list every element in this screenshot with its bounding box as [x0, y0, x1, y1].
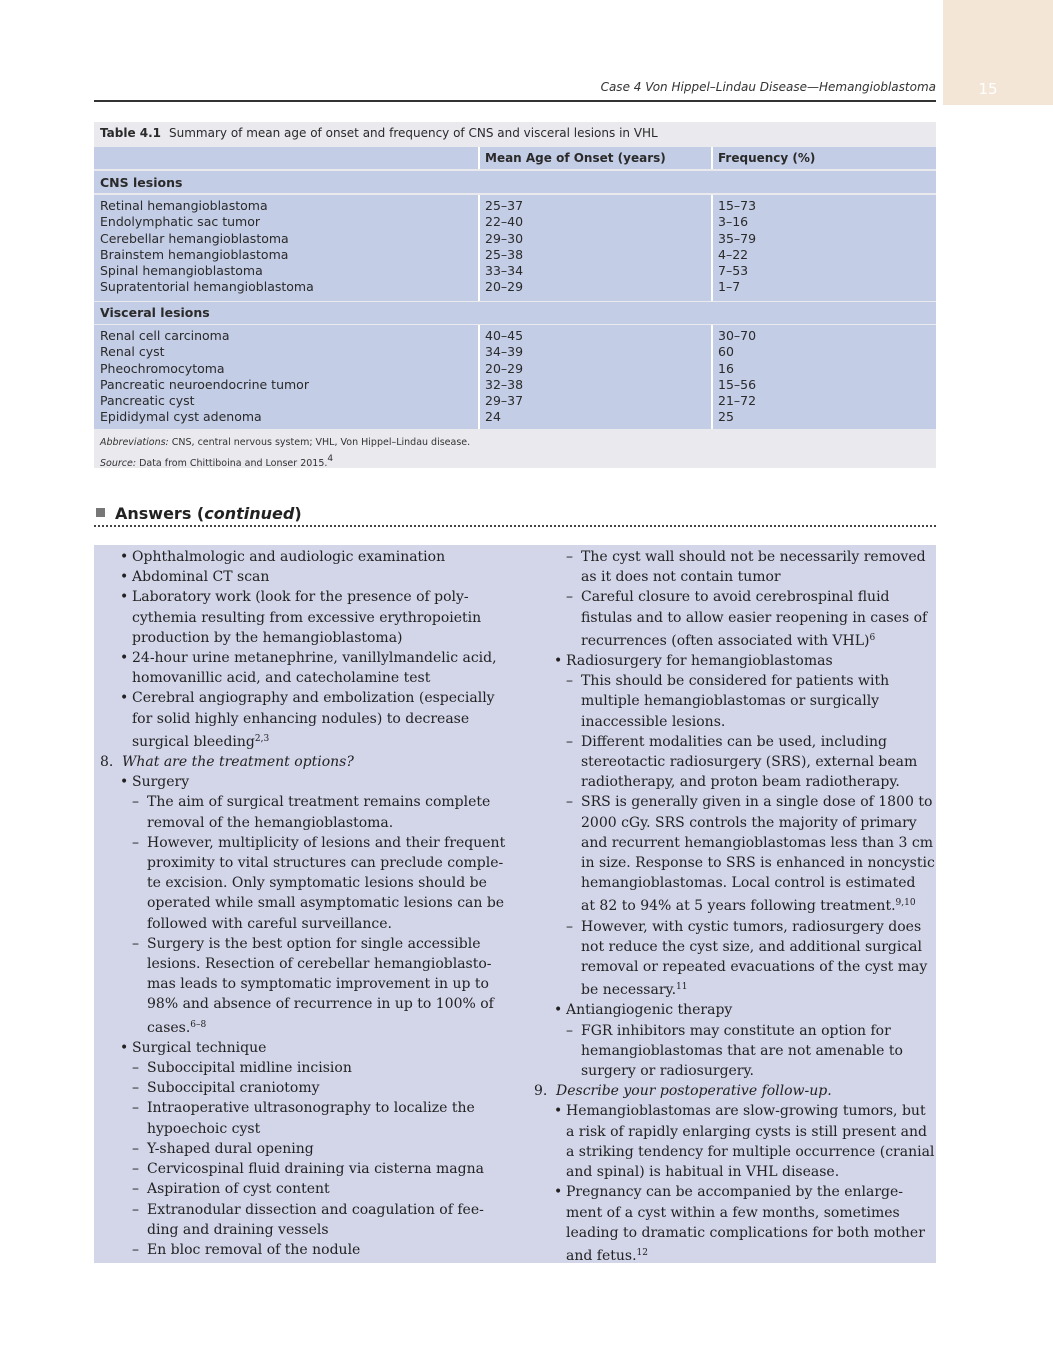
answer-line [100, 567, 500, 587]
section-label-visceral: Visceral lesions [100, 305, 210, 320]
table-cell-lesion: Epididymal cyst adenoma [100, 409, 262, 425]
line-text: homovanillic acid, and catecholamine test [132, 670, 431, 687]
answer-line [534, 567, 934, 587]
bullet-marker: • [554, 1103, 563, 1120]
dash-marker: – [132, 1181, 139, 1198]
answer-line [534, 1021, 934, 1041]
answer-line [534, 792, 934, 812]
answers-heading-text: Answers ( [115, 504, 205, 523]
line-text: 24-hour urine metanephrine, vanillylmandelic acid, [132, 650, 497, 667]
page-number: 15 [978, 80, 998, 98]
line-text: Aspiration of cyst content [147, 1181, 330, 1198]
visceral-age-column [485, 328, 523, 426]
answer-line [534, 1061, 934, 1081]
answers-box [94, 545, 936, 1263]
dash-marker: – [566, 1022, 573, 1039]
table-cell-frequency: 15–73 [718, 198, 757, 213]
visceral-lesion-column [100, 328, 309, 426]
col-divider [711, 325, 713, 429]
section-band-visceral [94, 302, 936, 324]
line-text: radiotherapy, and proton beam radiotherapy. [581, 774, 900, 791]
answer-line [534, 1041, 934, 1061]
answer-line [534, 977, 934, 1000]
table-cell-lesion: Pheochromocytoma [100, 360, 225, 376]
line-text: leading to dramatic complications for both mother [566, 1224, 925, 1241]
answer-line [534, 752, 934, 772]
line-text: Laboratory work (look for the presence of poly- [132, 589, 469, 606]
answer-line [100, 648, 500, 668]
answer-line [534, 608, 934, 628]
line-text: mas leads to symptomatic improvement in up to [147, 976, 489, 993]
line-text: a striking tendency for multiple occurrence (cranial [566, 1143, 935, 1160]
bullet-marker: • [120, 690, 129, 707]
source-reference: 4 [327, 454, 334, 464]
answers-right-column [534, 547, 934, 1266]
question-line [100, 752, 500, 772]
answer-line [100, 833, 506, 853]
cns-age-column [485, 198, 523, 296]
answer-line [534, 917, 934, 937]
table-cell-age: 22–40 [485, 214, 524, 230]
col-divider [478, 147, 480, 169]
line-text: Ophthalmologic and audiologic examination [132, 549, 446, 565]
table-cell-frequency: 60 [718, 344, 734, 360]
answer-line [100, 974, 500, 994]
line-text: be necessary. [581, 982, 677, 999]
line-text: proximity to vital structures can preclude comple- [147, 855, 504, 872]
answer-line [100, 934, 500, 954]
table-cell-lesion: Renal cyst [100, 344, 165, 360]
answer-line [534, 873, 934, 893]
answer-line [534, 1122, 934, 1142]
table-cell-age: 29–30 [485, 230, 524, 246]
answer-line [100, 954, 500, 974]
citation-superscript: 6 [869, 632, 876, 643]
answer-line [534, 893, 934, 916]
line-text: multiple hemangioblastomas or surgically [581, 693, 880, 710]
answer-line [534, 547, 934, 567]
line-text: in size. Response to SRS is enhanced in noncystic [581, 855, 935, 872]
line-text: Extranodular dissection and coagulation of fee- [147, 1201, 484, 1218]
line-text: En bloc removal of the nodule [147, 1241, 361, 1258]
answer-line [534, 712, 934, 732]
table-cell-frequency: 1–7 [718, 279, 741, 295]
dash-marker: – [132, 834, 139, 851]
line-text: and spinal) is habitual in VHL disease. [566, 1164, 840, 1181]
col-header-age: Mean Age of Onset (years) [485, 151, 666, 165]
line-text: 98% and absence of recurrence in up to 100% of [147, 996, 494, 1013]
line-text: for solid highly enhancing nodules) to decrease [132, 710, 470, 727]
line-text: not reduce the cyst size, and additional surgical [581, 938, 923, 955]
table-caption-text: Summary of mean age of onset and frequency of CNS and visceral lesions in VHL [169, 126, 658, 140]
table-cell-age: 32–38 [485, 376, 524, 392]
table-cell-lesion: Endolymphatic sac tumor [100, 214, 260, 230]
table-number: Table 4.1 [100, 126, 162, 140]
table-cell-frequency: 15–56 [718, 376, 757, 392]
answer-line [100, 1139, 500, 1159]
answer-line [100, 1159, 500, 1179]
table-notes [100, 435, 470, 472]
answer-line [100, 1119, 500, 1139]
dash-marker: – [566, 918, 573, 935]
line-text: Y-shaped dural opening [147, 1140, 314, 1157]
abbreviations-text: CNS, central nervous system; VHL, Von Hippel–Lindau disease. [168, 437, 471, 448]
section-band-cns [94, 171, 936, 193]
line-text: removal or repeated evacuations of the cyst may [581, 959, 928, 976]
cns-frequency-column [718, 198, 756, 296]
dash-marker: – [132, 1080, 139, 1097]
line-text: Describe your postoperative follow-up. [556, 1083, 832, 1100]
dotted-divider [94, 525, 936, 527]
line-text: surgical bleeding [132, 733, 255, 750]
citation-superscript: 6–8 [190, 1019, 207, 1030]
line-text: Radiosurgery for hemangioblastomas [566, 653, 833, 670]
answer-line [100, 1078, 500, 1098]
summary-table [94, 122, 936, 468]
dash-marker: – [132, 1140, 139, 1157]
col-header-frequency: Frequency (%) [718, 151, 816, 165]
answer-line [534, 1162, 934, 1182]
line-text: hemangioblastomas. Local control is estimated [581, 875, 916, 892]
line-text: FGR inhibitors may constitute an option for [581, 1022, 891, 1039]
dash-marker: – [132, 1241, 139, 1258]
line-text: and recurrent hemangioblastomas less than 3 cm [581, 834, 933, 851]
table-cell-age: 33–34 [485, 263, 524, 279]
line-text: However, with cystic tumors, radiosurgery does [581, 918, 922, 935]
dash-marker: – [132, 1201, 139, 1218]
dash-marker: – [566, 589, 573, 606]
line-text: What are the treatment options? [122, 754, 354, 771]
line-text: Surgical technique [132, 1039, 267, 1056]
line-text: Different modalities can be used, including [581, 733, 887, 750]
answer-line [534, 691, 934, 711]
line-text: as it does not contain tumor [581, 569, 781, 586]
line-text: surgery or radiosurgery. [581, 1063, 755, 1080]
answer-line [100, 853, 504, 873]
table-cell-age: 40–45 [485, 328, 524, 343]
line-text: at 82 to 94% at 5 years following treatment. [581, 898, 896, 915]
line-text: Cerebral angiography and embolization (especially [132, 690, 495, 707]
line-text: Pregnancy can be accompanied by the enlarge- [566, 1184, 904, 1201]
answer-line [100, 772, 500, 792]
answer-line [100, 1200, 500, 1220]
line-text: SRS is generally given in a single dose of 1800 to [581, 794, 933, 811]
running-head: Case 4 Von Hippel–Lindau Disease—Hemangioblastoma [600, 80, 936, 94]
bullet-marker: • [554, 1002, 563, 1019]
bullet-marker: • [120, 650, 129, 667]
source-note [100, 451, 470, 472]
dash-marker: – [132, 794, 139, 811]
line-text: production by the hemangioblastoma) [132, 629, 403, 646]
abbreviations-note [100, 435, 470, 451]
line-text: ding and draining vessels [147, 1221, 329, 1238]
bullet-marker: • [554, 1184, 563, 1201]
answer-line [100, 709, 500, 729]
line-text: The aim of surgical treatment remains complete [147, 794, 491, 811]
answer-line [100, 729, 500, 752]
table-cell-lesion: Spinal hemangioblastoma [100, 263, 263, 279]
col-divider [711, 147, 713, 169]
bullet-marker: • [120, 1039, 129, 1056]
answer-line [534, 833, 934, 853]
answer-line [534, 671, 934, 691]
bullet-marker: • [120, 774, 129, 791]
line-text: followed with careful surveillance. [147, 915, 392, 932]
answer-line [100, 628, 500, 648]
line-text: cases. [147, 1019, 191, 1036]
table-cell-lesion: Brainstem hemangioblastoma [100, 246, 289, 262]
citation-superscript: 12 [636, 1247, 648, 1258]
answer-line [100, 1058, 500, 1078]
answer-line [534, 1000, 934, 1020]
answer-line [100, 994, 500, 1014]
table-cell-age: 24 [485, 409, 501, 425]
answers-left-column [100, 547, 506, 1260]
line-text: However, multiplicity of lesions and their frequent [147, 834, 506, 851]
answer-line [100, 608, 500, 628]
visceral-frequency-column [718, 328, 756, 426]
line-text: cythemia resulting from excessive erythropoietin [132, 609, 482, 626]
answer-line [100, 893, 505, 913]
answer-line [534, 1182, 934, 1202]
answer-line [534, 1142, 934, 1162]
answer-line [534, 1203, 934, 1223]
col-divider [711, 195, 713, 301]
table-cell-lesion: Pancreatic neuroendocrine tumor [100, 376, 309, 392]
cns-lesion-column [100, 198, 314, 296]
answer-line [534, 587, 934, 607]
line-text: ment of a cyst within a few months, sometimes [566, 1204, 900, 1221]
abbreviations-label: Abbreviations: [100, 437, 169, 448]
line-text: inaccessible lesions. [581, 713, 726, 730]
answer-line [534, 937, 934, 957]
table-cell-frequency: 25 [718, 409, 734, 425]
table-cell-lesion: Pancreatic cyst [100, 393, 195, 409]
bullet-marker: • [120, 569, 129, 586]
answer-line [100, 547, 500, 567]
table-cell-age: 34–39 [485, 344, 524, 360]
table-cell-lesion: Retinal hemangioblastoma [100, 198, 268, 213]
answer-line [100, 873, 500, 893]
table-cell-frequency: 3–16 [718, 214, 749, 230]
line-text: 2000 cGy. SRS controls the majority of primary [581, 814, 917, 831]
dash-marker: – [132, 1100, 139, 1117]
table-cell-frequency: 30–70 [718, 328, 757, 343]
dash-marker: – [132, 1060, 139, 1077]
answer-line [534, 1223, 934, 1243]
table-cell-age: 25–38 [485, 246, 524, 262]
dash-marker: – [566, 549, 573, 565]
table-cell-age: 29–37 [485, 393, 524, 409]
section-label-cns: CNS lesions [100, 175, 183, 190]
answer-line [100, 813, 500, 833]
line-text: removal of the hemangioblastoma. [147, 814, 394, 831]
line-text: Intraoperative ultrasonography to localize the [147, 1100, 475, 1117]
table-caption [100, 126, 658, 140]
line-text: recurrences (often associated with VHL) [581, 632, 870, 649]
answer-line [100, 1098, 500, 1118]
answer-line [534, 813, 934, 833]
table-cell-age: 20–29 [485, 279, 524, 295]
table-cell-frequency: 35–79 [718, 230, 757, 246]
answer-line [534, 772, 934, 792]
table-cell-frequency: 7–53 [718, 263, 749, 279]
answer-line [100, 668, 500, 688]
answer-line [100, 1220, 500, 1240]
line-text: hemangioblastomas that are not amenable to [581, 1042, 903, 1059]
line-text: a risk of rapidly enlarging cysts is still present and [566, 1123, 927, 1140]
table-cell-frequency: 16 [718, 360, 734, 376]
table-cell-lesion: Renal cell carcinoma [100, 328, 230, 343]
table-cell-frequency: 21–72 [718, 393, 757, 409]
answers-heading-italic: continued [204, 504, 295, 523]
citation-superscript: 9,10 [895, 898, 916, 909]
answer-line [534, 732, 934, 752]
line-text: operated while small asymptomatic lesions can be [147, 895, 505, 912]
answer-line [100, 1015, 500, 1038]
answers-heading-end: ) [294, 504, 302, 523]
line-text: Abdominal CT scan [132, 569, 270, 586]
answer-line [534, 651, 934, 671]
answer-line [534, 1101, 934, 1121]
bullet-marker: • [120, 589, 129, 606]
table-cell-age: 20–29 [485, 360, 524, 376]
line-text: lesions. Resection of cerebellar hemangioblasto- [147, 956, 492, 973]
answer-line [100, 688, 500, 708]
source-text: Data from Chittiboina and Lonser 2015. [136, 458, 328, 469]
line-text: te excision. Only symptomatic lesions should be [147, 875, 487, 892]
line-text: The cyst wall should not be necessarily removed [581, 549, 926, 565]
answer-line [534, 957, 934, 977]
answer-line [100, 914, 500, 934]
answer-line [534, 628, 934, 651]
line-text: Antiangiogenic therapy [566, 1002, 733, 1019]
dash-marker: – [566, 794, 573, 811]
answer-line [100, 792, 500, 812]
dash-marker: – [132, 1161, 139, 1178]
citation-superscript: 11 [676, 982, 688, 993]
dash-marker: – [566, 673, 573, 690]
citation-superscript: 2,3 [254, 733, 270, 744]
line-text: Careful closure to avoid cerebrospinal fluid [581, 589, 890, 606]
line-text: stereotactic radiosurgery (SRS), external beam [581, 754, 918, 771]
question-line [534, 1081, 934, 1101]
line-text: Suboccipital craniotomy [147, 1080, 320, 1097]
line-text: Cervicospinal fluid draining via cisterna magna [147, 1161, 484, 1178]
bullet-marker: • [554, 653, 563, 670]
line-text: and fetus. [566, 1247, 637, 1264]
question-number: 9. [534, 1083, 548, 1100]
dash-marker: – [132, 935, 139, 952]
line-text: This should be considered for patients with [581, 673, 890, 690]
bullet-marker: • [120, 549, 129, 565]
table-cell-frequency: 4–22 [718, 246, 749, 262]
answers-heading [96, 504, 302, 523]
answer-line [534, 853, 934, 873]
line-text: Hemangioblastomas are slow-growing tumors, but [566, 1103, 926, 1120]
table-cell-age: 25–37 [485, 198, 524, 213]
col-divider [478, 195, 480, 301]
question-number: 8. [100, 754, 114, 771]
line-text: Suboccipital midline incision [147, 1060, 352, 1077]
square-bullet-icon [96, 508, 105, 517]
dash-marker: – [566, 733, 573, 750]
line-text: Surgery is the best option for single accessible [147, 935, 481, 952]
line-text: hypoechoic cyst [147, 1120, 261, 1137]
table-cell-lesion: Cerebellar hemangioblastoma [100, 230, 289, 246]
line-text: fistulas and to allow easier reopening in cases of [581, 609, 928, 626]
answer-line [100, 1038, 500, 1058]
line-text: Surgery [132, 774, 190, 791]
answer-line [534, 1243, 934, 1266]
answer-line [100, 1179, 500, 1199]
col-divider [478, 325, 480, 429]
answer-line [100, 587, 500, 607]
header-rule [94, 100, 936, 102]
answer-line [100, 1240, 500, 1260]
source-label: Source: [100, 458, 137, 469]
table-cell-lesion: Supratentorial hemangioblastoma [100, 279, 314, 295]
